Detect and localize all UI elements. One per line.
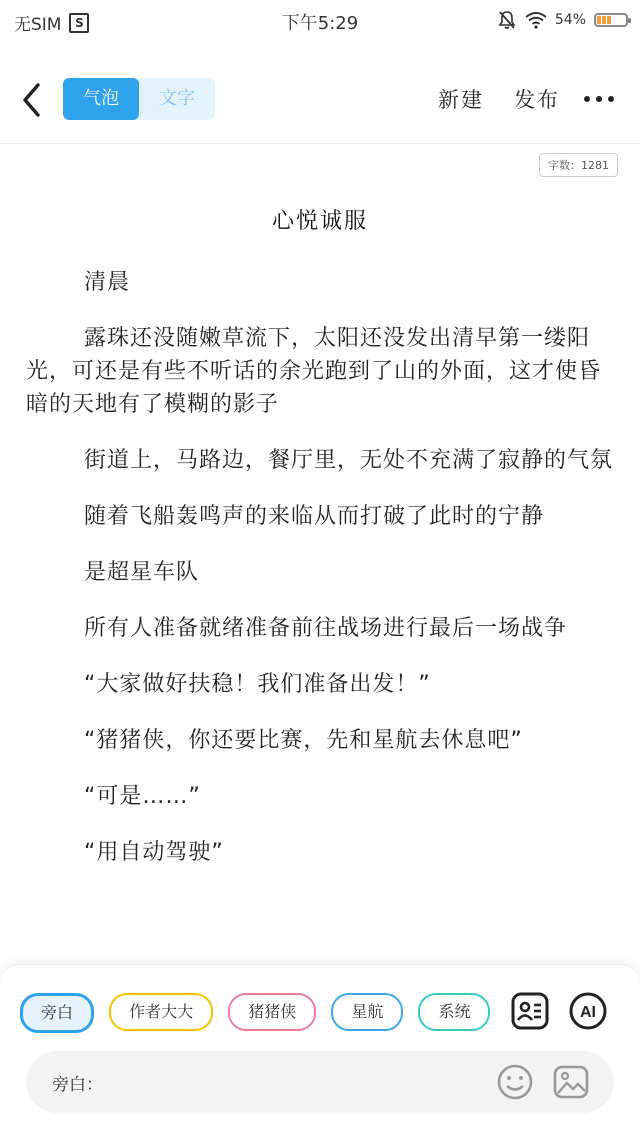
tab-text[interactable]: 文字 [159, 88, 195, 109]
tab-bubble[interactable]: 气泡 [63, 78, 139, 120]
status-bar [0, 0, 640, 42]
document-body[interactable] [26, 266, 616, 892]
battery-percent: 54% [554, 12, 586, 28]
wifi-icon [525, 11, 547, 29]
paragraph[interactable]: 是超星车队 [84, 560, 200, 585]
paragraph[interactable]: “猪猪侠，你还要比赛，先和星航去休息吧” [84, 728, 523, 753]
role-chip-zhuzhuxia[interactable]: 猪猪侠 [228, 993, 316, 1031]
role-chip-author[interactable]: 作者大大 [109, 993, 213, 1031]
mode-switch [63, 78, 215, 120]
battery-fill [597, 16, 612, 24]
contact-card-icon[interactable] [510, 991, 550, 1031]
paragraph[interactable]: “可是……” [84, 784, 201, 809]
word-count-badge: 字数：1281 [539, 153, 618, 177]
battery-icon [594, 13, 628, 27]
back-chevron-icon[interactable] [16, 80, 48, 120]
dialogue-input[interactable] [26, 1051, 614, 1113]
status-right [497, 10, 628, 30]
mute-bell-icon [497, 10, 517, 30]
role-chips [20, 993, 490, 1035]
role-chip-narrator[interactable]: 旁白 [20, 993, 94, 1033]
role-chip-xinghang[interactable]: 星航 [331, 993, 403, 1031]
publish-button[interactable]: 发布 [514, 88, 560, 112]
new-button[interactable]: 新建 [438, 88, 484, 112]
clock: 下午5:29 [281, 13, 359, 34]
role-chip-system[interactable]: 系统 [418, 993, 490, 1031]
more-dots-icon[interactable] [584, 96, 614, 102]
paragraph[interactable]: 街道上，马路边，餐厅里，无处不充满了寂静的气氛 [84, 448, 614, 473]
ai-assistant-icon[interactable] [568, 991, 608, 1031]
header-divider [0, 143, 640, 144]
paragraph[interactable]: “大家做好扶稳！我们准备出发！” [84, 672, 431, 697]
image-icon[interactable] [552, 1063, 590, 1101]
document-title[interactable]: 心悦诚服 [271, 209, 368, 234]
top-bar [0, 60, 640, 140]
paragraph[interactable]: “用自动驾驶” [84, 840, 224, 865]
bottom-panel [0, 964, 640, 1139]
emoji-icon[interactable] [496, 1063, 534, 1101]
paragraph[interactable]: 清晨 [84, 270, 131, 295]
carrier-label: 无SIM [14, 15, 62, 35]
s-badge-icon: S [69, 13, 89, 33]
paragraph[interactable]: 露珠还没随嫩草流下，太阳还没发出清早第一缕阳光，可还是有些不听话的余光跑到了山的外面，这才使昏暗的天地有了模糊的影子 [26, 326, 602, 417]
paragraph[interactable]: 随着飞船轰鸣声的来临从而打破了此时的宁静 [84, 504, 545, 529]
paragraph[interactable]: 所有人准备就绪准备前往战场进行最后一场战争 [84, 616, 568, 641]
ai-label: AI [580, 1004, 596, 1021]
input-role-label: 旁白： [52, 1075, 103, 1095]
